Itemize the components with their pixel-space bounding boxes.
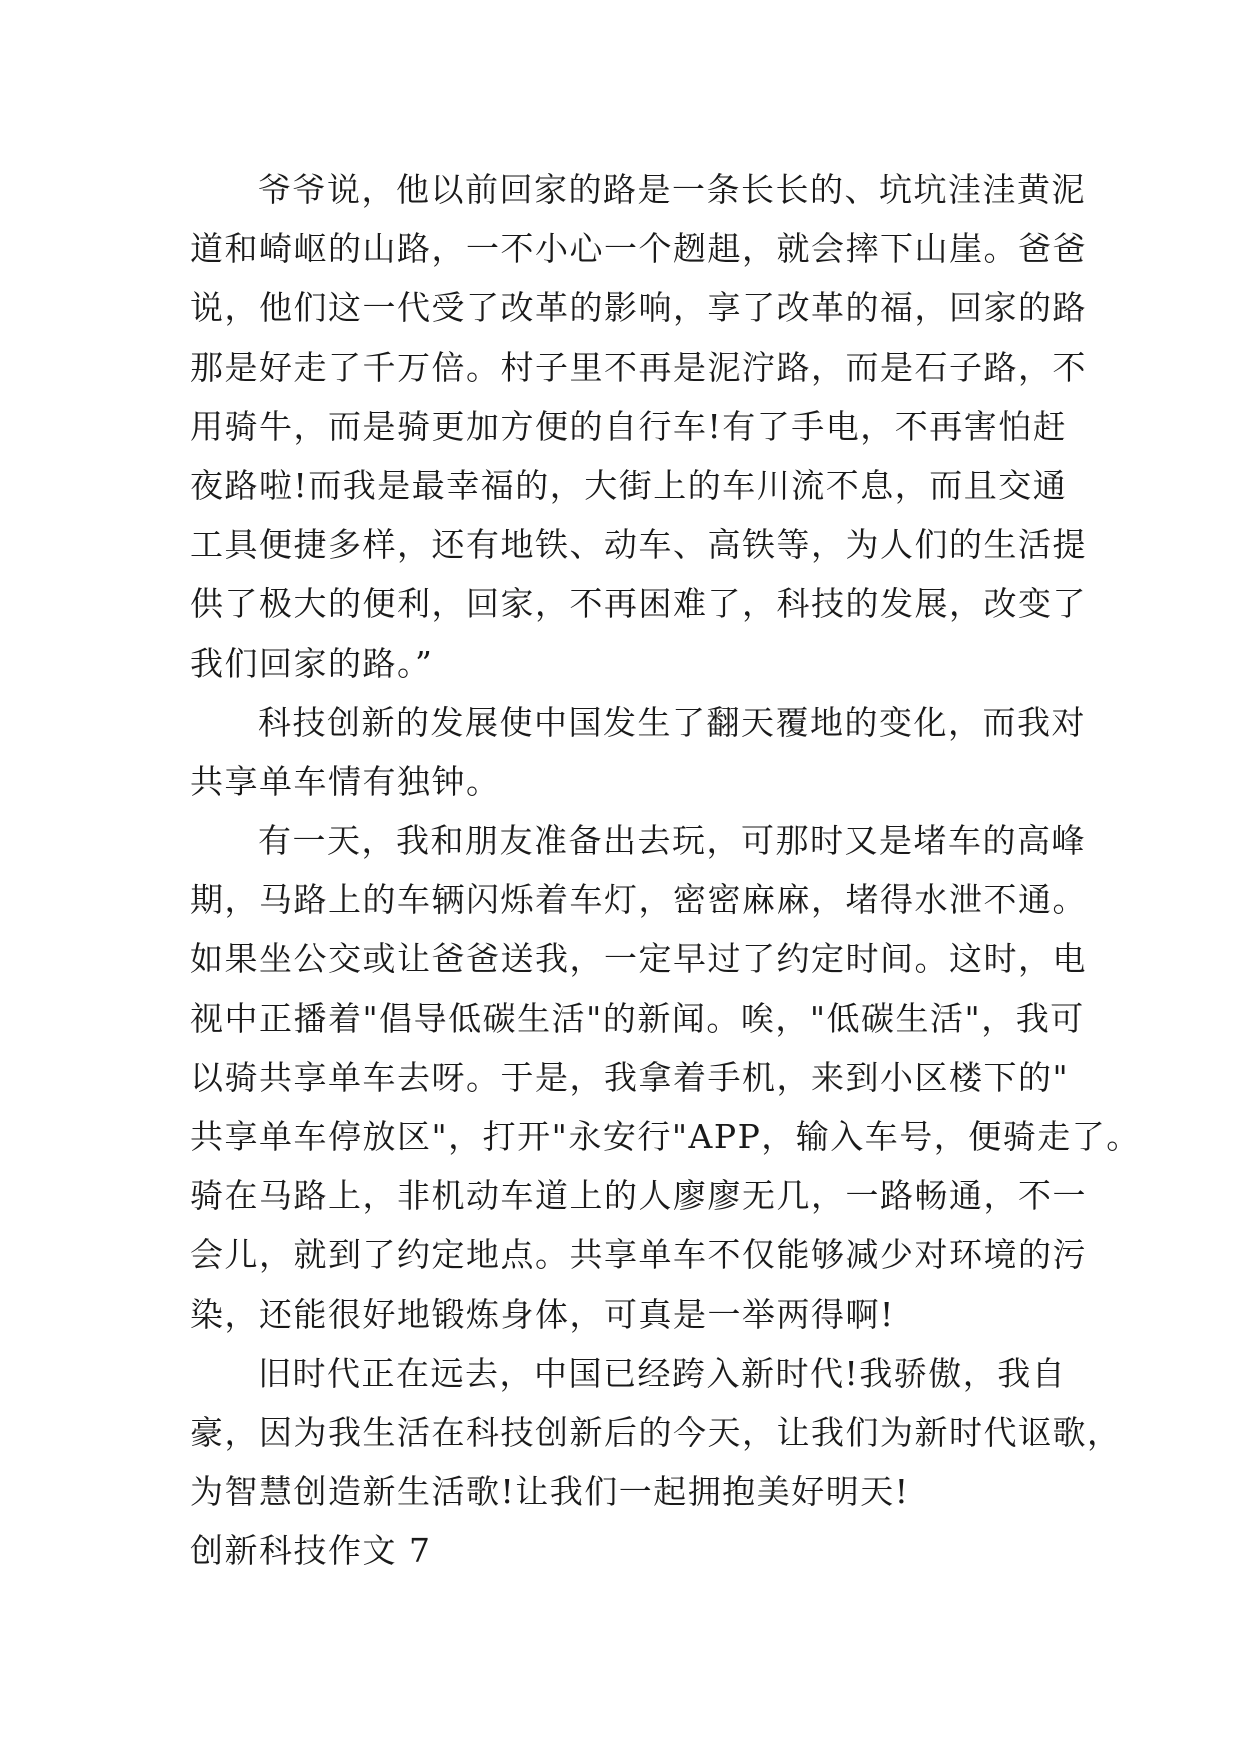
paragraph-2 — [190, 693, 1086, 811]
text-line: 为智慧创造新生活歌!让我们一起拥抱美好明天! — [190, 1472, 910, 1512]
text-line: 说，他们这一代受了改革的影响，享了改革的福，回家的路 — [190, 288, 1087, 328]
text-line: 骑在马路上，非机动车道上的人廖廖无几，一路畅通，不一 — [190, 1176, 1087, 1216]
text-line: 以骑共享单车去呀。于是，我拿着手机，来到小区楼下的" — [190, 1057, 1070, 1097]
text-line: 道和崎岖的山路，一不小心一个趔趄，就会摔下山崖。爸爸 — [190, 229, 1087, 269]
text-line: 爷爷说，他以前回家的路是一条长长的、坑坑洼洼黄泥 — [258, 170, 1086, 209]
text-line: 期，马路上的车辆闪烁着车灯，密密麻麻，堵得水泄不通。 — [190, 880, 1087, 920]
text-line: 夜路啦!而我是最幸福的，大街上的车川流不息，而且交通 — [190, 465, 1068, 505]
text-line: 如果坐公交或让爸爸送我，一定早过了约定时间。这时，电 — [190, 939, 1087, 979]
text-line: 供了极大的便利，回家，不再困难了，科技的发展，改变了 — [190, 584, 1087, 624]
paragraph-3 — [190, 811, 1141, 1344]
text-line: 染，还能很好地锻炼身体，可真是一举两得啊! — [190, 1294, 895, 1334]
text-line: 那是好走了千万倍。村子里不再是泥泞路，而是石子路，不 — [190, 347, 1087, 387]
paragraph-4 — [190, 1344, 1122, 1522]
document-body — [190, 160, 1141, 1581]
text-line: 旧时代正在远去，中国已经跨入新时代!我骄傲，我自 — [258, 1353, 1067, 1393]
text-line: 用骑牛，而是骑更加方便的自行车!有了手电，不再害怕赶 — [190, 406, 1068, 446]
text-line: 科技创新的发展使中国发生了翻天覆地的变化，而我对 — [258, 702, 1086, 742]
text-line: 会儿，就到了约定地点。共享单车不仅能够减少对环境的污 — [190, 1235, 1087, 1275]
text-line: 视中正播着"倡导低碳生活"的新闻。唉，"低碳生活"，我可 — [190, 998, 1085, 1038]
text-line: 共享单车情有独钟。 — [190, 761, 501, 801]
text-line: 我们回家的路。” — [190, 643, 434, 683]
text-line: 豪，因为我生活在科技创新后的今天，让我们为新时代讴歌， — [190, 1412, 1122, 1452]
text-line: 有一天，我和朋友准备出去玩，可那时又是堵车的高峰 — [258, 821, 1086, 861]
paragraph-1 — [190, 160, 1087, 693]
section-heading: 创新科技作文 7 — [190, 1531, 432, 1571]
text-line: 共享单车停放区"，打开"永安行"APP，输入车号，便骑走了。 — [190, 1117, 1141, 1156]
text-line: 工具便捷多样，还有地铁、动车、高铁等，为人们的生活提 — [190, 525, 1087, 565]
